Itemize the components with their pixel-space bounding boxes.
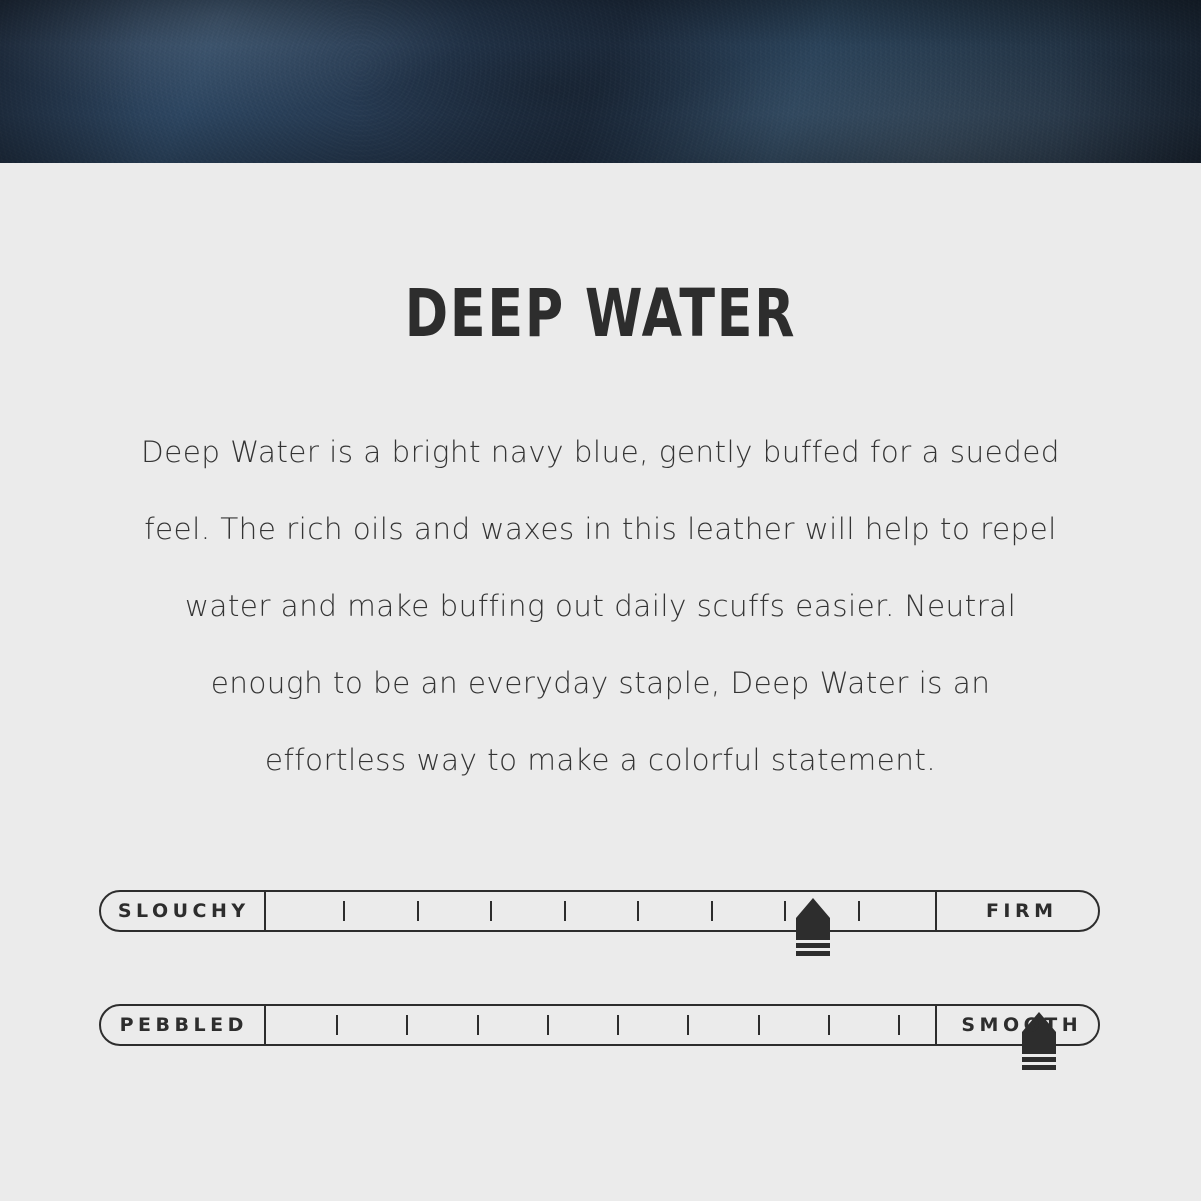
leather-swatch-banner xyxy=(0,0,1201,163)
slider-softness[interactable] xyxy=(99,890,1102,934)
slider-right-label: SMOOTH xyxy=(935,1004,1102,1046)
slider-right-label: FIRM xyxy=(935,890,1102,932)
slider-tick xyxy=(898,1015,900,1035)
slider-ticks xyxy=(266,1004,935,1046)
slider-left-label: PEBBLED xyxy=(99,1004,266,1046)
description-text: Deep Water is a bright navy blue, gently buffed for a sueded feel. The rich oils and waxes in this leather will help to repel water and make buffing out daily scuffs easier. Neutral enough to be an everyday staple, Deep Water is an effortless way to make a colorful statement. xyxy=(141,435,1060,777)
slider-tick xyxy=(858,901,860,921)
slider-left-label: SLOUCHY xyxy=(99,890,266,932)
slider-tick xyxy=(711,901,713,921)
slider-tick xyxy=(564,901,566,921)
slider-tick xyxy=(758,1015,760,1035)
attribute-sliders xyxy=(0,890,1201,1118)
slider-thumb[interactable] xyxy=(792,896,834,958)
slider-tick xyxy=(336,1015,338,1035)
slider-tick xyxy=(477,1015,479,1035)
swatch-vignette xyxy=(0,0,1201,163)
slider-tick xyxy=(617,1015,619,1035)
slider-tick xyxy=(406,1015,408,1035)
slider-tick xyxy=(490,901,492,921)
page-title: DEEP WATER xyxy=(404,275,797,352)
slider-texture[interactable] xyxy=(99,1004,1102,1048)
slider-tick xyxy=(687,1015,689,1035)
slider-tick xyxy=(547,1015,549,1035)
slider-tick xyxy=(343,901,345,921)
slider-tick xyxy=(784,901,786,921)
slider-tick xyxy=(417,901,419,921)
slider-ticks xyxy=(266,890,935,932)
slider-tick xyxy=(637,901,639,921)
slider-tick xyxy=(828,1015,830,1035)
